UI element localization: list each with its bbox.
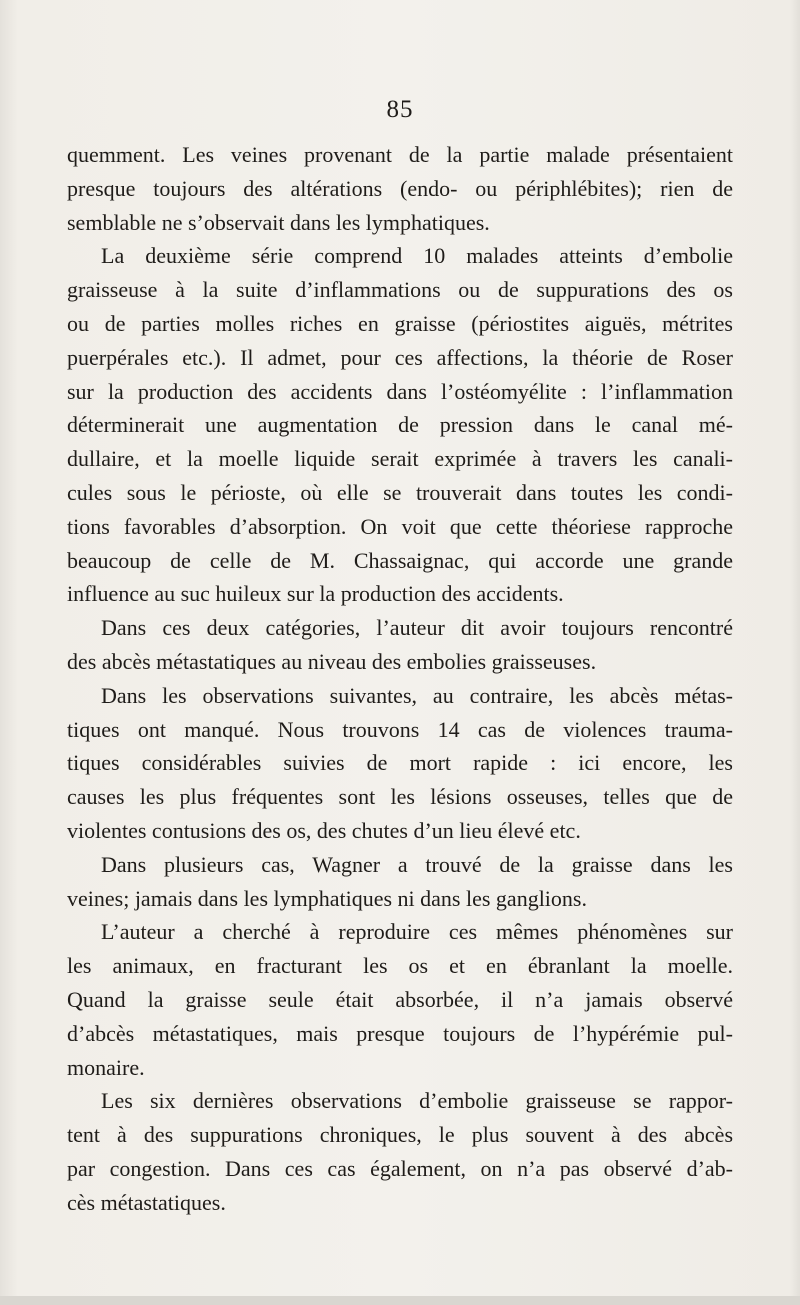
- text-line: causes les plus fréquentes sont les lésions osseuses, telles que de: [67, 784, 733, 810]
- text-line: les animaux, en fracturant les os et en ébranlant la moelle.: [67, 953, 733, 979]
- text-line: beaucoup de celle de M. Chassaignac, qui accorde une grande: [67, 547, 733, 573]
- text-line: Dans ces deux catégories, l’auteur dit avoir toujours rencontré: [101, 615, 733, 641]
- text-line: La deuxième série comprend 10 malades atteints d’embolie: [101, 243, 733, 269]
- text-line: par congestion. Dans ces cas également, on n’a pas observé d’ab-: [67, 1155, 733, 1181]
- text-line: dullaire, et la moelle liquide serait exprimée à travers les canali-: [67, 446, 733, 472]
- page-number: 85: [386, 96, 414, 123]
- text-line: cès métastatiques.: [67, 1189, 226, 1215]
- body-text: [67, 138, 733, 1220]
- text-line: tiques ont manqué. Nous trouvons 14 cas de violences trauma-: [67, 716, 733, 742]
- text-line: monaire.: [67, 1054, 145, 1080]
- text-line: déterminerait une augmentation de pression dans le canal mé-: [67, 412, 733, 438]
- text-line: des abcès métastatiques au niveau des embolies graisseuses.: [67, 648, 597, 674]
- page-bottom-edge: [0, 1296, 800, 1305]
- text-line: cules sous le périoste, où elle se trouverait dans toutes les condi-: [67, 479, 733, 505]
- text-line: influence au suc huileux sur la production des accidents.: [67, 581, 564, 607]
- text-line: veines; jamais dans les lymphatiques ni dans les ganglions.: [67, 885, 587, 911]
- text-line: graisseuse à la suite d’inflammations ou de suppurations des os: [67, 277, 733, 303]
- text-line: presque toujours des altérations (endo- ou périphlébites); rien de: [67, 175, 733, 201]
- text-line: tent à des suppurations chroniques, le plus souvent à des abcès: [67, 1122, 733, 1148]
- text-line: sur la production des accidents dans l’ostéomyélite : l’inflammation: [67, 378, 733, 404]
- text-line: L’auteur a cherché à reproduire ces mêmes phénomènes sur: [101, 919, 733, 945]
- text-line: tiques considérables suivies de mort rapide : ici encore, les: [67, 750, 733, 776]
- text-line: quemment. Les veines provenant de la partie malade présentaient: [67, 142, 733, 167]
- text-line: Dans les observations suivantes, au contraire, les abcès métas-: [101, 682, 733, 708]
- text-line: tions favorables d’absorption. On voit que cette théoriese rapproche: [67, 513, 733, 539]
- text-line: d’abcès métastatiques, mais presque toujours de l’hypérémie pul-: [67, 1020, 733, 1046]
- text-line: Les six dernières observations d’embolie graisseuse se rappor-: [101, 1088, 733, 1114]
- text-line: Quand la graisse seule était absorbée, il n’a jamais observé: [67, 986, 733, 1012]
- text-line: semblable ne s’observait dans les lymphatiques.: [67, 209, 490, 235]
- text-line: puerpérales etc.). Il admet, pour ces affections, la théorie de Roser: [67, 344, 733, 370]
- text-line: ou de parties molles riches en graisse (périostites aiguës, métrites: [67, 310, 733, 336]
- text-line: violentes contusions des os, des chutes d’un lieu élevé etc.: [67, 817, 581, 843]
- text-line: Dans plusieurs cas, Wagner a trouvé de la graisse dans les: [101, 851, 733, 877]
